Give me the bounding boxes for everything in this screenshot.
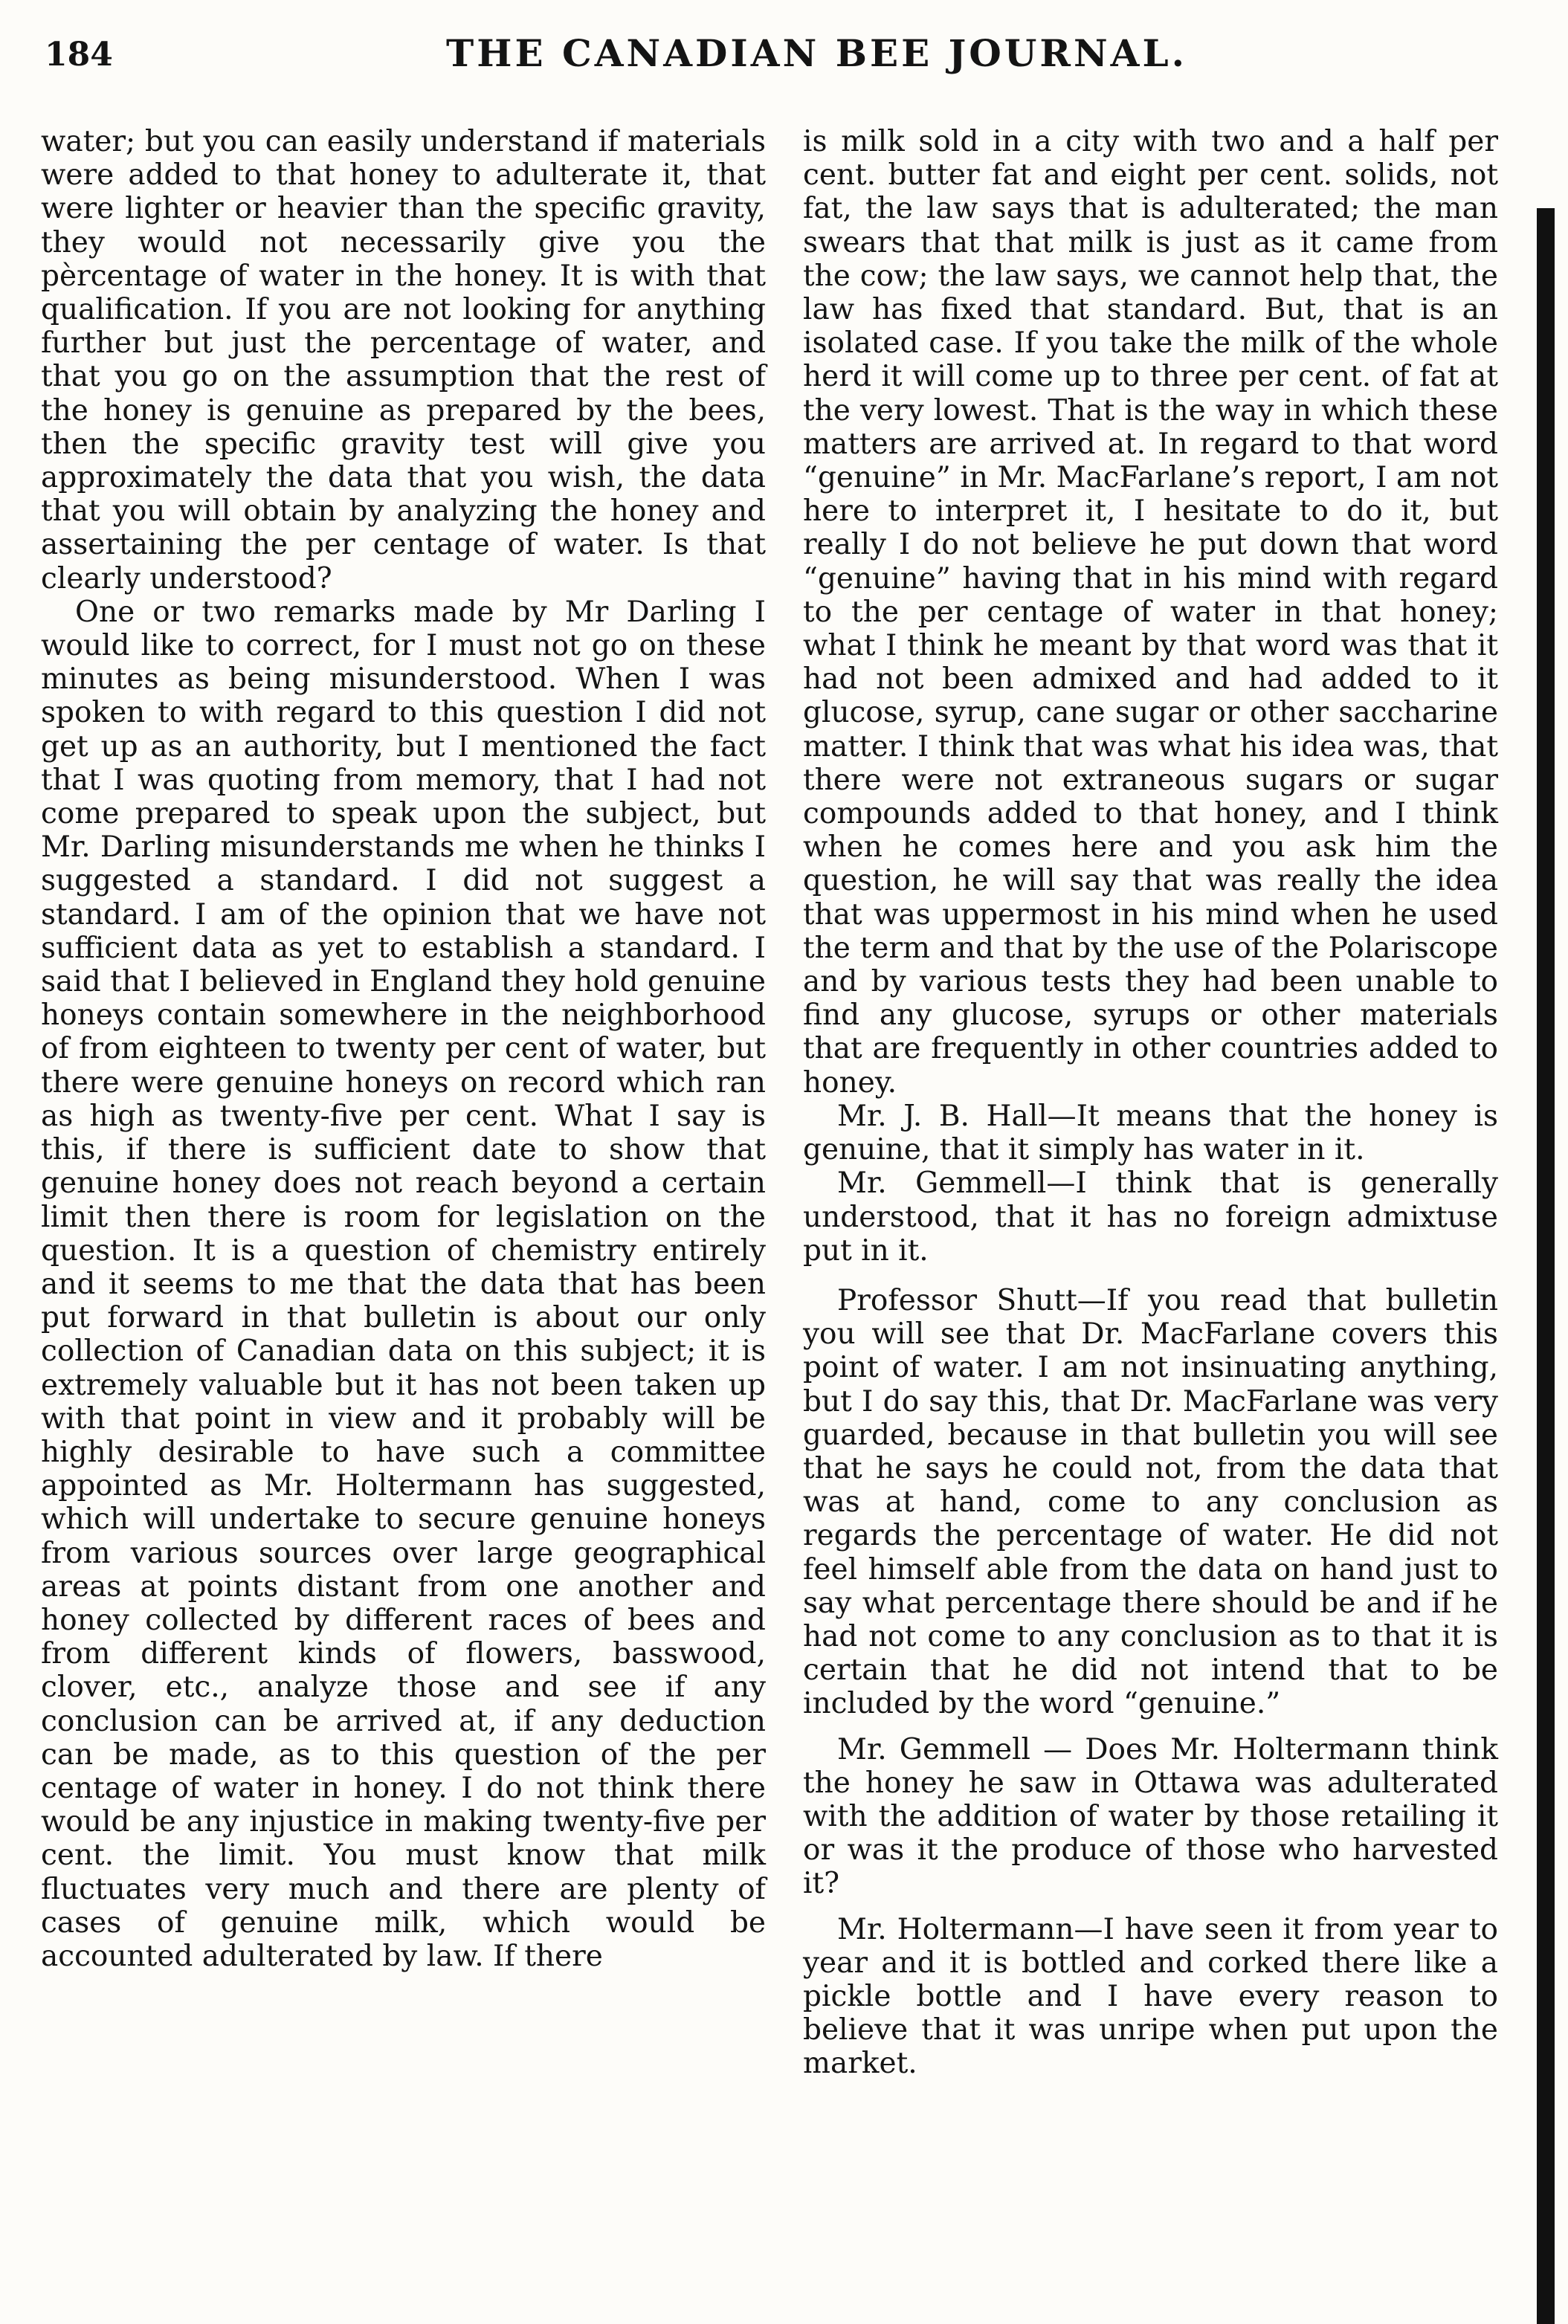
paragraph-darling-remarks: One or two remarks made by Mr Darling I would like to correct, for I must not go on these minutes as being misunderstood. When I was spoken to with regard to this question I did not get up as an authority, but I mentioned the fact that I was quoting from memory, that I had not come prepared to speak upon the subject, but Mr. Darling misunderstands me when he thinks I suggested a standard. I did not suggest a standard. I am of the opinion that we have not sufficient data as yet to establish a standard. I said that I believed in England they hold genuine honeys contain somewhere in the neighborhood of from eighteen to twenty per cent of water, but there were genuine honeys on record which ran as high as twenty-five per cent. What I say is this, if there is sufficient date to show that genuine honey does not reach beyond a certain limit then there is room for legislation on the question. It is a question of chemistry entirely and it seems to me that the data that has been put forward in that bulletin is about our only collection of Canadian data on this subject; it is extremely valuable but it has not been taken up with that point in view and it probably will be highly desirable to have such a committee appointed as Mr. Holtermann has suggested, which will undertake to secure genuine honeys from various sources over large geographical areas at points distant from one another and honey collected by different races of bees and from different kinds of flowers, basswood, clover, etc., analyze those and see if any conclusion can be arrived at, if any deduction can be made, as to this question of the per centage of water in honey. I do not think there would be any injustice in making twenty-five per cent. the limit. You must know that milk fluctuates very much and there are plenty of cases of genuine milk, which would be accounted adulterated by law. If there bbox=[41, 595, 766, 1973]
page-number: 184 bbox=[45, 36, 113, 74]
paragraph-hall-remark: Mr. J. B. Hall—It means that the honey is genuine, that it simply has water in it. bbox=[803, 1099, 1498, 1167]
paragraph-holtermann-answer: Mr. Holtermann—I have seen it from year to year and it is bottled and corked there like a pickle bottle and I have every reason to believe that it was unripe when put upon the market. bbox=[803, 1912, 1498, 2081]
left-column bbox=[41, 125, 766, 1973]
running-head: THE CANADIAN BEE JOURNAL. bbox=[446, 31, 1188, 75]
paragraph-continued: water; but you can easily understand if materials were added to that honey to adulterate it, that were lighter or heavier than the specific gravity, they would not necessarily give you the pèrcentage of water in the honey. It is with that qualification. If you are not looking for anything further but just the percentage of water, and that you go on the assumption that the rest of the honey is genuine as prepared by the bees, then the specific gravity test will give you approximately the data that you wish, the data that you will obtain by analyzing the honey and assertaining the per centage of water. Is that clearly understood? bbox=[41, 125, 766, 595]
paragraph-gemmell-question: Mr. Gemmell — Does Mr. Holtermann think the honey he saw in Ottawa was adulterated with the addition of water by those retailing it or was it the produce of those who harvested it? bbox=[803, 1732, 1498, 1901]
paragraph-milk-standard: is milk sold in a city with two and a half per cent. butter fat and eight per cent. solids, not fat, the law says that is adulterated; the man swears that that milk is just as it came from the cow; the law says, we cannot help that, the law has fixed that standard. But, that is an isolated case. If you take the milk of the whole herd it will come up to three per cent. of fat at the very lowest. That is the way in which these matters are arrived at. In regard to that word “genuine” in Mr. MacFarlane’s report, I am not here to interpret it, I hesitate to do it, but really I do not believe he put down that word “genuine” having that in his mind with regard to the per centage of water in that honey; what I think he meant by that word was that it had not been admixed and had added to it glucose, syrup, cane sugar or other saccharine matter. I think that was what his idea was, that there were not extraneous sugars or sugar compounds added to that honey, and I think when he comes here and you ask him the question, he will say that was really the idea that was uppermost in his mind when he used the term and that by the use of the Polariscope and by various tests they had been unable to find any glucose, syrups or other materials that are frequently in other countries added to honey. bbox=[803, 125, 1498, 1100]
paragraph-gemmell-remark: Mr. Gemmell—I think that is generally understood, that it has no foreign admixtuse put in it. bbox=[803, 1166, 1498, 1268]
paragraph-shutt-remark: Professor Shutt—If you read that bulletin you will see that Dr. MacFarlane covers this point of water. I am not insinuating anything, but I do say this, that Dr. MacFarlane was very guarded, because in that bulletin you will see that he says he could not, from the data that was at hand, come to any conclusion as regards the percentage of water. He did not feel himself able from the data on hand just to say what percentage there should be and if he had not come to any conclusion as to that it is certain that he did not intend that to be included by the word “genuine.” bbox=[803, 1283, 1498, 1721]
page-edge-shadow bbox=[1537, 208, 1555, 2324]
right-column bbox=[803, 125, 1498, 2081]
page-header bbox=[45, 30, 1494, 82]
